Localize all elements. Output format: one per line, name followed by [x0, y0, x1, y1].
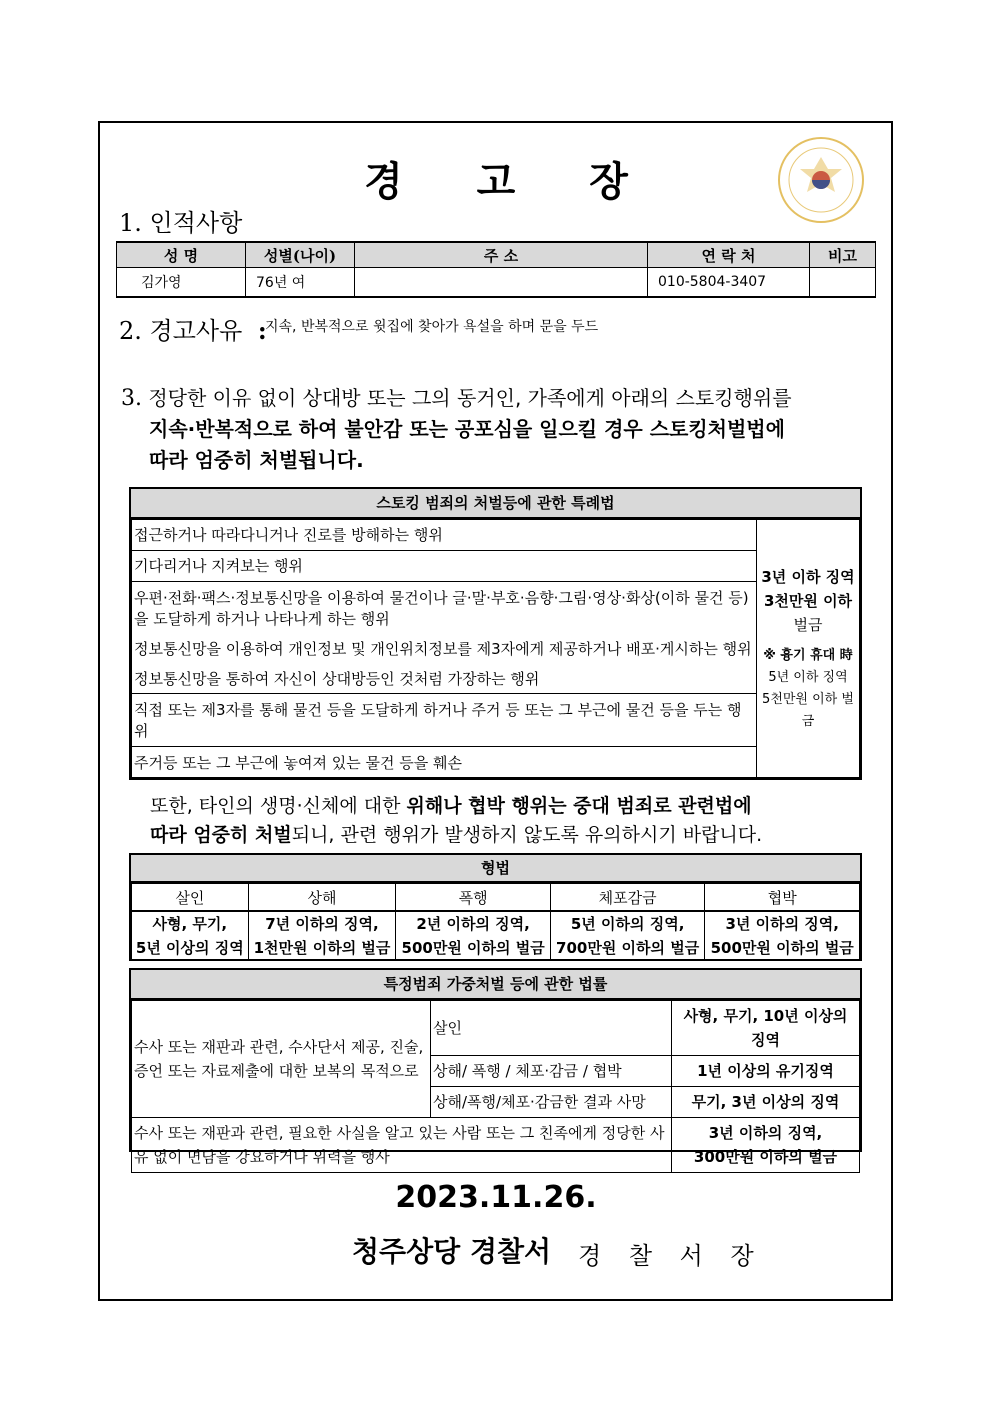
section3-paragraph: [121, 383, 881, 476]
penalty-line: 5천만원 이하 벌금: [762, 691, 854, 729]
stalking-law-box: [129, 487, 862, 780]
penalty-line: 7년 이하의 징역,: [265, 915, 379, 933]
penalty-line: 500만원 이하의 벌금: [401, 939, 545, 957]
penalty-line: 5년 이하의 징역,: [570, 915, 685, 933]
title-char-2: 고: [476, 159, 516, 205]
section2-heading: [119, 311, 267, 346]
section1-heading: 1. 인적사항: [119, 209, 243, 237]
crime-penalty: [550, 911, 705, 961]
cell-gender-age: 76년 여: [246, 268, 355, 298]
title-char-1: 경: [364, 159, 403, 205]
cell-address: [355, 268, 648, 298]
special-act: 상해/ 폭행 / 체포·감금 / 협박: [431, 1056, 672, 1087]
criminal-law-table: [131, 883, 860, 961]
stalking-act: 기다리거나 지켜보는 행위: [132, 550, 757, 581]
special-law-title: 특정범죄 가중처벌 등에 관한 법률: [131, 970, 860, 1000]
special-penalty: 무기, 3년 이상의 징역: [672, 1087, 860, 1118]
police-station-name: 청주상당 경찰서: [352, 1235, 552, 1268]
penalty-line: 700만원 이하의 벌금: [556, 939, 700, 957]
stalking-act: 주거등 또는 그 부근에 놓여져 있는 물건 등을 훼손: [132, 747, 757, 778]
stalking-act: 정보통신망을 통하여 자신이 상대방등인 것처럼 가장하는 행위: [132, 663, 757, 693]
cell-name: 김가영: [117, 268, 246, 298]
stalking-act: 접근하거나 따라다니거나 진로를 방해하는 행위: [132, 520, 757, 551]
section2-colon: :: [257, 316, 267, 345]
p4-text1: 또한, 타인의 생명·신체에 대한: [150, 795, 407, 817]
crime-header: 상해: [248, 884, 396, 912]
penalty-line: ※ 흉기 휴대 時: [763, 647, 853, 663]
warning-reason: 지속, 반복적으로 윗집에 찾아가 욕설을 하며 문을 두드: [265, 319, 599, 335]
penalty-line: 3천만원 이하: [763, 591, 853, 610]
police-chief-title: 경 찰 서 장: [578, 1242, 764, 1270]
p4-text2: 되니, 관련 행위가 발생하지 않도록 유의하시기 바랍니다.: [291, 824, 763, 846]
section3-line2: 지속·반복적으로 하여 불안감 또는 공포심을 일으킬 경우 스토킹처벌법에: [149, 417, 785, 441]
crime-header: 체포감금: [550, 884, 705, 912]
retaliation-condition: 수사 또는 재판과 관련, 수사단서 제공, 진술, 증언 또는 자료제출에 대한 보복의 목적으로: [132, 1001, 431, 1118]
penalty-line: 3년 이하 징역: [761, 567, 855, 586]
penalty-line: 벌금: [793, 615, 823, 634]
penalty-line: 500만원 이하의 벌금: [710, 939, 854, 957]
header-name: 성 명: [117, 242, 246, 268]
cell-contact: 010-5804-3407: [648, 268, 810, 298]
criminal-law-title: 형법: [131, 855, 860, 883]
penalty-line: 3년 이하의 징역,: [708, 1124, 823, 1142]
special-act: 상해/폭행/체포·감금한 결과 사망: [431, 1087, 672, 1118]
header-address: 주 소: [355, 242, 648, 268]
stalking-penalty: [757, 520, 860, 778]
special-penalty: 사형, 무기, 10년 이상의 징역: [672, 1001, 860, 1056]
coercion-condition: 수사 또는 재판과 관련, 필요한 사실을 알고 있는 사람 또는 그 친족에게 정당한 사유 없이 면담을 강요하거나 위력을 행사: [132, 1118, 672, 1173]
header-note: 비고: [810, 242, 876, 268]
p4-bold2: 따라 엄중히 처벌: [150, 824, 292, 846]
penalty-line: 1천만원 이하의 벌금: [253, 939, 391, 957]
crime-penalty: [396, 911, 551, 961]
crime-header: 살인: [132, 884, 249, 912]
title-char-3: 장: [589, 159, 628, 205]
crime-header: 폭행: [396, 884, 551, 912]
penalty-line: 5년 이상의 징역: [135, 939, 244, 957]
issue-date: 2023.11.26.: [395, 1180, 597, 1215]
police-emblem-icon: [776, 135, 866, 225]
crime-header: 협박: [705, 884, 860, 912]
special-law-table: [131, 1000, 860, 1173]
stalking-act: 정보통신망을 이용하여 개인정보 및 개인위치정보를 제3자에게 제공하거나 배포·게시하는 행위: [132, 634, 757, 664]
crime-penalty: [705, 911, 860, 961]
stalking-law-title: 스토킹 범죄의 처벌등에 관한 특례법: [131, 489, 860, 519]
threat-warning-paragraph: [150, 792, 870, 850]
cell-note: [810, 268, 876, 298]
section3-line1: 정당한 이유 없이 상대방 또는 그의 동거인, 가족에게 아래의 스토킹행위를: [148, 386, 792, 410]
coercion-penalty: [672, 1118, 860, 1173]
crime-penalty: [132, 911, 249, 961]
personal-info-table: [116, 241, 876, 298]
penalty-line: 300만원 이하의 벌금: [693, 1148, 838, 1166]
penalty-line: 3년 이하의 징역,: [725, 915, 839, 933]
penalty-line: 사형, 무기,: [152, 915, 228, 933]
section3-number: 3.: [121, 386, 142, 411]
crime-penalty: [248, 911, 396, 961]
special-law-box: [129, 968, 862, 1166]
section2-label: 2. 경고사유: [119, 317, 243, 345]
penalty-line: 2년 이하의 징역,: [416, 915, 530, 933]
header-contact: 연 락 처: [648, 242, 810, 268]
special-act: 살인: [431, 1001, 672, 1056]
p4-bold1: 위해나 협박 행위는 중대 범죄로 관련법에: [406, 795, 752, 817]
header-gender-age: 성별(나이): [246, 242, 355, 268]
stalking-act: 우편·전화·팩스·정보통신망을 이용하여 물건이나 글·말·부호·음향·그림·영상·화상(이하 물건 등)을 도달하게 하거나 나타나게 하는 행위: [132, 581, 757, 633]
stalking-acts-table: [131, 519, 860, 778]
penalty-line: 5년 이하 징역: [768, 669, 848, 685]
stalking-act: 직접 또는 제3자를 통해 물건 등을 도달하게 하거나 주거 등 또는 그 부근에 물건 등을 두는 행위: [132, 694, 757, 747]
criminal-law-box: [129, 853, 862, 961]
section3-line3: 따라 엄중히 처벌됩니다.: [149, 448, 364, 472]
special-penalty: 1년 이상의 유기징역: [672, 1056, 860, 1087]
